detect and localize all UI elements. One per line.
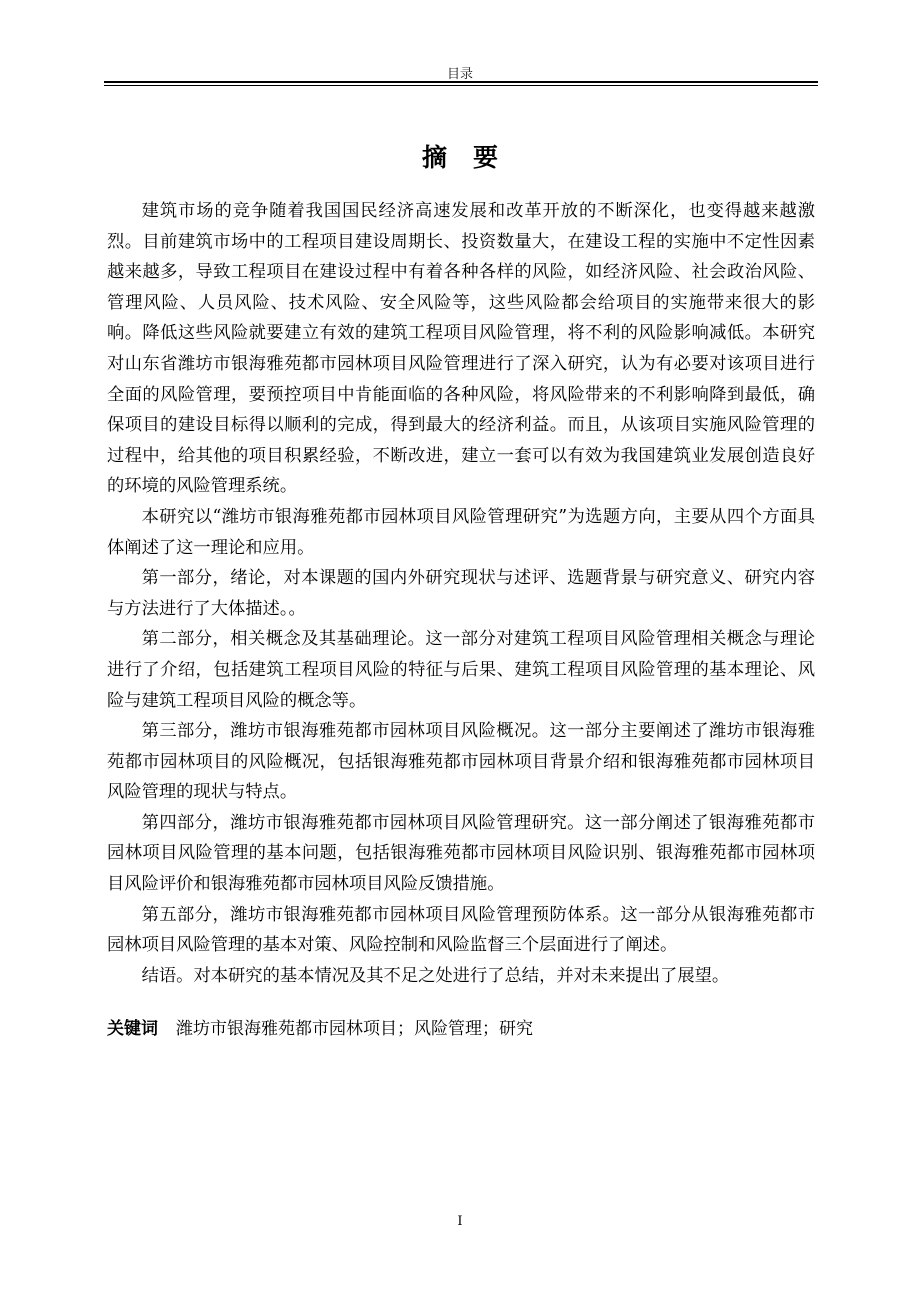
- header-rule-thick: [104, 81, 818, 83]
- keywords-value: 潍坊市银海雅苑都市园林项目；风险管理；研究: [176, 1019, 533, 1039]
- page-number: I: [457, 1214, 463, 1229]
- abstract-paragraph: 结语。对本研究的基本情况及其不足之处进行了总结，并对未来提出了展望。: [141, 965, 730, 986]
- abstract-paragraph: 第五部分，潍坊市银海雅苑都市园林项目风险管理预防体系。这一部分从银海雅苑都市园林项目风险管理的基本对策、风险控制和风险监督三个层面进行了阐述。: [107, 904, 815, 956]
- abstract-paragraph: 第三部分，潍坊市银海雅苑都市园林项目风险概况。这一部分主要阐述了潍坊市银海雅苑都市园林项目的风险概况，包括银海雅苑都市园林项目背景介绍和银海雅苑都市园林项目风险管理的现状与特点。: [107, 721, 815, 803]
- abstract-paragraph: 建筑市场的竞争随着我国国民经济高速发展和改革开放的不断深化，也变得越来越激烈。目前建筑市场中的工程项目建设周期长、投资数量大，在建设工程的实施中不定性因素越来越多，导致工程项目在建设过程中有着各种各样的风险，如经济风险、社会政治风险、管理风险、人员风险、技术风险、安全风险等，这些风险都会给项目的实施带来很大的影响。降低这些风险就要建立有效的建筑工程项目风险管理，将不利的风险影响减低。本研究对山东省潍坊市银海雅苑都市园林项目风险管理进行了深入研究，认为有必要对该项目进行全面的风险管理，要预控项目中肯能面临的各种风险，将风险带来的不利影响降到最低，确保项目的建设目标得以顺利的完成，得到最大的经济利益。而且，从该项目实施风险管理的过程中，给其他的项目积累经验，不断改进，建立一套可以有效为我国建筑业发展创造良好的环境的风险管理系统。: [107, 201, 815, 497]
- abstract-paragraph: 第四部分，潍坊市银海雅苑都市园林项目风险管理研究。这一部分阐述了银海雅苑都市园林项目风险管理的基本问题，包括银海雅苑都市园林项目风险识别、银海雅苑都市园林项目风险评价和银海雅苑都市园林项目风险反馈措施。: [107, 812, 815, 895]
- abstract-title: 摘要: [421, 143, 524, 172]
- abstract-paragraph: 第二部分，相关概念及其基础理论。这一部分对建筑工程项目风险管理相关概念与理论进行了介绍，包括建筑工程项目风险的特征与后果、建筑工程项目风险管理的基本理论、风险与建筑工程项目风险的概念等。: [107, 629, 815, 711]
- running-header: 目录: [446, 67, 473, 82]
- keywords-label: 关键词: [107, 1019, 158, 1039]
- keywords-line: [107, 1017, 815, 1041]
- abstract-paragraph: 第一部分，绪论，对本课题的国内外研究现状与述评、选题背景与研究意义、研究内容与方法进行了大体描述。。: [107, 568, 815, 619]
- header-rule-thin: [104, 85, 818, 86]
- abstract-paragraph: 本研究以“潍坊市银海雅苑都市园林项目风险管理研究”为选题方向，主要从四个方面具体阐述了这一理论和应用。: [107, 506, 815, 558]
- abstract-body: [107, 196, 815, 991]
